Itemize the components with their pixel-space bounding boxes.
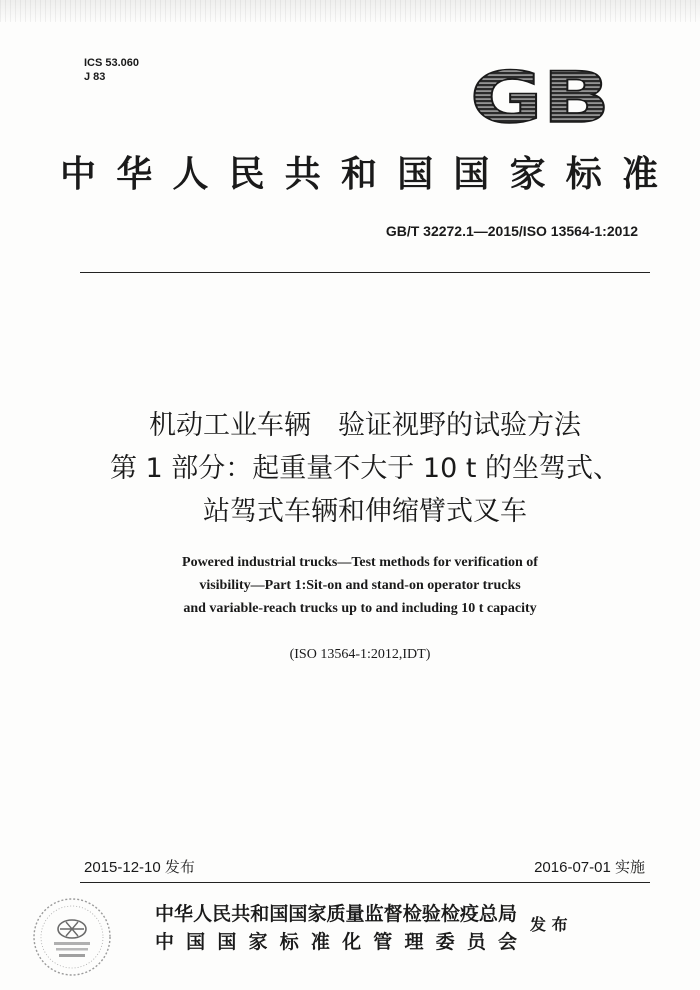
issuing-authorities xyxy=(155,900,517,956)
bottom-divider xyxy=(80,882,650,883)
issue-label: 发 布 xyxy=(530,915,568,934)
top-divider xyxy=(80,272,650,273)
english-title-line-3: and variable-reach trucks up to and including 10 t capacity xyxy=(183,601,537,616)
gb-logo xyxy=(468,64,614,128)
english-title xyxy=(80,551,640,620)
implementation-date: 2016-07-01 实施 xyxy=(534,859,645,876)
english-title-line-2: visibility—Part 1:Sit-on and stand-on operator trucks xyxy=(199,578,521,593)
issuer-sac: 中 国 国 家 标 准 化 管 理 委 员 会 xyxy=(155,931,517,953)
gb-logo-lettering: GB xyxy=(470,64,610,128)
issuer-aqsiq: 中华人民共和国国家质量监督检验检疫总局 xyxy=(155,903,517,925)
ccs-code: J 83 xyxy=(84,71,106,83)
chinese-title xyxy=(80,404,650,533)
chinese-title-line-3: 站驾式车辆和伸缩臂式叉车 xyxy=(203,496,527,527)
issue-date: 2015-12-10 发布 xyxy=(84,859,195,876)
seal-stamp xyxy=(28,895,118,979)
chinese-title-line-1: 机动工业车辆 验证视野的试验方法 xyxy=(149,410,581,441)
scan-noise-band xyxy=(0,0,700,22)
chinese-title-line-2: 第 1 部分：起重量不大于 10 t 的坐驾式、 xyxy=(109,453,621,484)
iso-equivalence: (ISO 13564-1:2012,IDT) xyxy=(289,647,431,662)
page-title: 中华人民共和国国家标准 xyxy=(60,153,660,195)
standard-number: GB/T 32272.1—2015/ISO 13564-1:2012 xyxy=(385,223,638,239)
english-title-line-1: Powered industrial trucks—Test methods for verification of xyxy=(182,555,538,570)
ics-code: ICS 53.060 xyxy=(84,57,140,69)
